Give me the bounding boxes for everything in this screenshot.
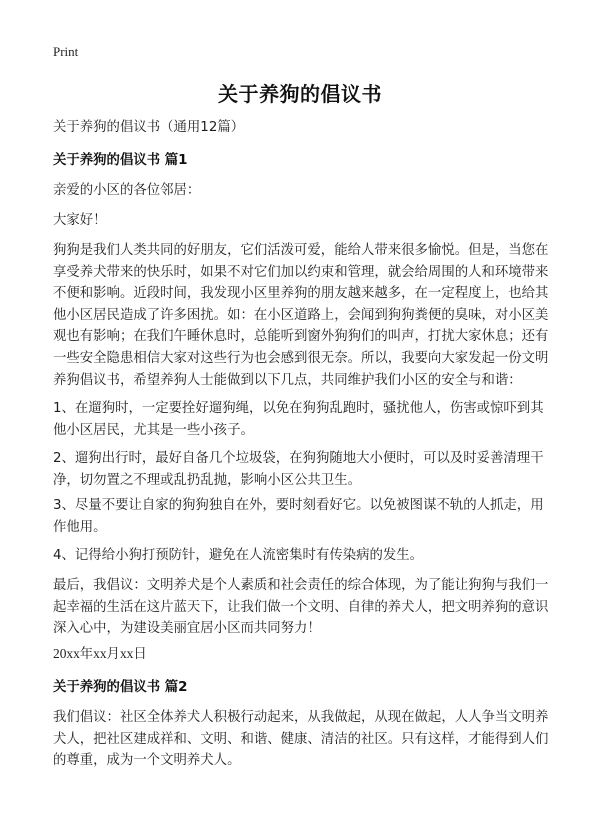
print-label[interactable]: Print bbox=[53, 44, 79, 59]
section-1-salutation: 大家好！ bbox=[53, 213, 107, 228]
section-1-closing-paragraph: 最后，我倡议：文明养犬是个人素质和社会责任的综合体现，为了能让狗狗与我们一起幸福的生活在这片蓝天下，让我们做一个文明、自律的养犬人，把文明养狗的意识深入心中，为建设美丽宜居小区而共同努力！ bbox=[53, 578, 549, 637]
section-1-item-3: 3、尽量不要让自家的狗狗独自在外，要时刻看好它。以免被图谋不轨的人抓走，用作他用。 bbox=[53, 498, 544, 535]
section-1-greeting: 亲爱的小区的各位邻居： bbox=[53, 183, 201, 198]
section-1-heading: 关于养狗的倡议书 篇1 bbox=[53, 153, 188, 168]
document-title: 关于养狗的倡议书 bbox=[218, 82, 382, 106]
section-2-body-paragraph: 我们倡议：社区全体养犬人积极行动起来，从我做起，从现在做起，人人争当文明养犬人，把社区建成祥和、文明、和谐、健康、清洁的社区。只有这样，才能得到人们的尊重，成为一个文明养犬人。 bbox=[53, 710, 549, 769]
section-1-item-4: 4、记得给小狗打预防针，避免在人流密集时有传染病的发生。 bbox=[53, 548, 424, 563]
document-subtitle: 关于养狗的倡议书（通用12篇） bbox=[53, 120, 245, 135]
section-1-intro-paragraph: 狗狗是我们人类共同的好朋友，它们活泼可爱，能给人带来很多愉悦。但是，当您在享受养犬带来的快乐时，如果不对它们加以约束和管理，就会给周围的人和环境带来不便和影响。近段时间，我发现小区里养狗的朋友越来越多，在一定程度上，也给其他小区居民造成了许多困扰。如：在小区道路上，会闻到狗狗粪便的臭味，对小区美观也有影响；在我们午睡休息时，总能听到窗外狗狗们的叫声，打扰大家休息；还有一些安全隐患相信大家对这些行为也会感到很无奈。所以，我要向大家发起一份文明养狗倡议书，希望养狗人士能做到以下几点，共同维护我们小区的安全与和谐： bbox=[53, 243, 549, 388]
section-2-heading: 关于养狗的倡议书 篇2 bbox=[53, 680, 188, 695]
section-1-item-1: 1、在遛狗时，一定要拴好遛狗绳，以免在狗狗乱跑时，骚扰他人，伤害或惊吓到其他小区居民，尤其是一些小孩子。 bbox=[53, 401, 544, 438]
section-1-date: 20xx年xx月xx日 bbox=[53, 646, 147, 661]
section-1-item-2: 2、遛狗出行时，最好自备几个垃圾袋，在狗狗随地大小便时，可以及时妥善清理干净，切勿置之不理或乱扔乱抛，影响小区公共卫生。 bbox=[53, 451, 544, 488]
